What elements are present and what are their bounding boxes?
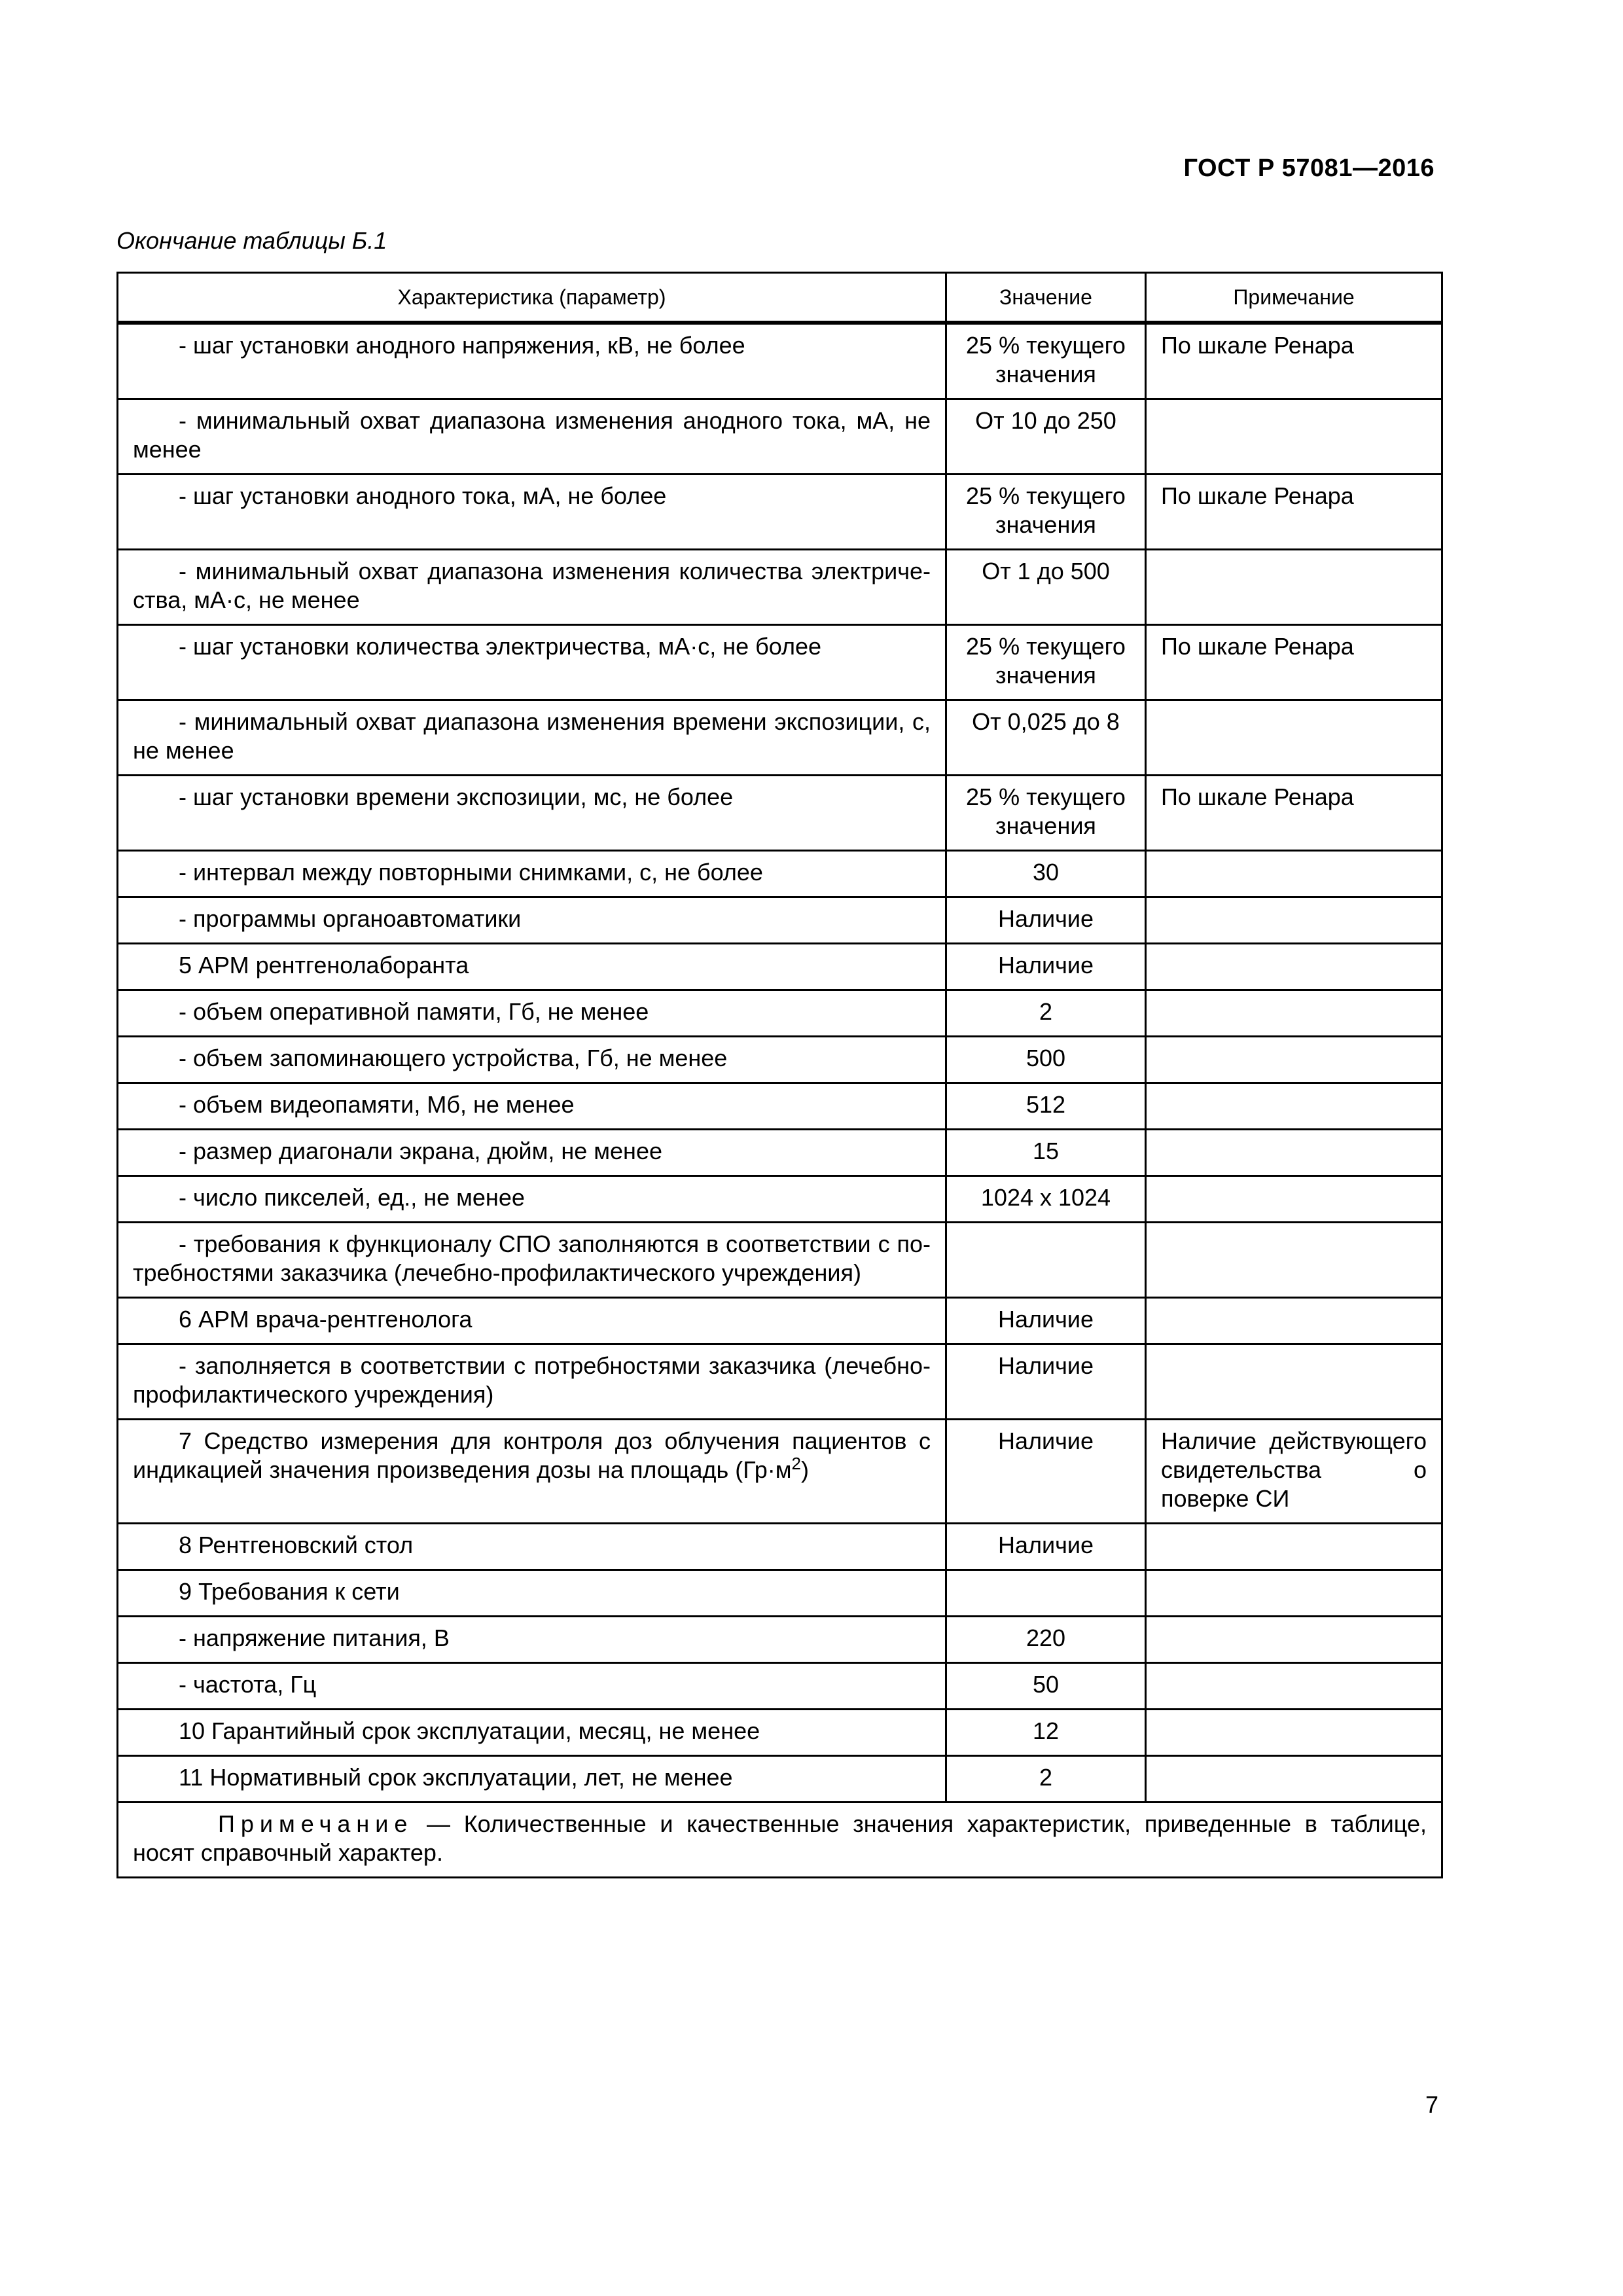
note-cell xyxy=(1146,700,1442,776)
table-row xyxy=(118,1420,1442,1524)
table-row xyxy=(118,897,1442,944)
note-cell xyxy=(1146,851,1442,897)
note-cell xyxy=(1146,1756,1442,1803)
value-cell xyxy=(946,1570,1146,1617)
table-row xyxy=(118,475,1442,550)
table-row xyxy=(118,625,1442,700)
value-cell: От 0,025 до 8 xyxy=(946,700,1146,776)
value-cell xyxy=(946,1223,1146,1298)
table-row xyxy=(118,1710,1442,1756)
table-row xyxy=(118,776,1442,851)
note-cell xyxy=(1146,1344,1442,1420)
table-row xyxy=(118,1570,1442,1617)
table-row xyxy=(118,399,1442,475)
note-cell: Наличие действующего свидетельства о поверке СИ xyxy=(1146,1420,1442,1524)
table-row xyxy=(118,700,1442,776)
table-row xyxy=(118,1344,1442,1420)
param-cell: - заполняется в соответствии с потребностями заказчика (лечебно-профилактического учреждения) xyxy=(118,1344,946,1420)
table-row xyxy=(118,1037,1442,1083)
note-cell xyxy=(1146,1570,1442,1617)
param-cell: - минимальный охват диапазона изменения количества электричества, мА·с, не менее xyxy=(118,550,946,625)
note-cell xyxy=(1146,944,1442,990)
note-cell xyxy=(1146,1710,1442,1756)
value-cell: От 1 до 500 xyxy=(946,550,1146,625)
value-cell: Наличие xyxy=(946,897,1146,944)
value-cell: Наличие xyxy=(946,1298,1146,1344)
column-header-parameter: Характеристика (параметр) xyxy=(118,273,946,323)
superscript-exponent: 2 xyxy=(791,1454,801,1473)
param-cell: 9 Требования к сети xyxy=(118,1570,946,1617)
param-cell: - напряжение питания, В xyxy=(118,1617,946,1663)
spec-table xyxy=(116,272,1443,1878)
param-cell: - интервал между повторными снимками, с, не более xyxy=(118,851,946,897)
value-cell: 500 xyxy=(946,1037,1146,1083)
value-cell: Наличие xyxy=(946,1524,1146,1570)
value-cell: 2 xyxy=(946,990,1146,1037)
note-cell xyxy=(1146,1176,1442,1223)
table-row xyxy=(118,1223,1442,1298)
param-cell: - шаг установки количества электричества, мА·с, не более xyxy=(118,625,946,700)
param-cell: - число пикселей, ед., не менее xyxy=(118,1176,946,1223)
table-footnote-row xyxy=(118,1803,1442,1878)
value-cell: 15 xyxy=(946,1130,1146,1176)
note-cell xyxy=(1146,1617,1442,1663)
table-row xyxy=(118,1617,1442,1663)
param-text: 7 Средство измерения для контроля доз облучения пациентов с индикацией значения произведения дозы на площадь (Гр·м xyxy=(133,1427,931,1483)
param-cell: - частота, Гц xyxy=(118,1663,946,1710)
note-cell xyxy=(1146,1663,1442,1710)
param-cell: - объем оперативной памяти, Гб, не менее xyxy=(118,990,946,1037)
param-cell: - объем видеопамяти, Мб, не менее xyxy=(118,1083,946,1130)
footnote-text: — Количественные и качественные значения характеристик, приведенные в таблице, носят справочный характер. xyxy=(133,1810,1427,1866)
param-cell xyxy=(118,1420,946,1524)
note-cell xyxy=(1146,990,1442,1037)
value-cell: 30 xyxy=(946,851,1146,897)
table-row xyxy=(118,323,1442,399)
value-cell: Наличие xyxy=(946,1420,1146,1524)
value-cell: 2 xyxy=(946,1756,1146,1803)
value-cell: 25 % текущего значения xyxy=(946,776,1146,851)
document-code: ГОСТ Р 57081—2016 xyxy=(1183,154,1435,182)
page-number: 7 xyxy=(1425,2091,1438,2118)
value-cell: 512 xyxy=(946,1083,1146,1130)
param-cell: 8 Рентгеновский стол xyxy=(118,1524,946,1570)
table-footnote xyxy=(118,1803,1442,1878)
table-row xyxy=(118,1130,1442,1176)
note-cell xyxy=(1146,1223,1442,1298)
value-cell: 1024 x 1024 xyxy=(946,1176,1146,1223)
table-row xyxy=(118,550,1442,625)
table-row xyxy=(118,1298,1442,1344)
note-cell xyxy=(1146,897,1442,944)
table-row xyxy=(118,1756,1442,1803)
value-cell: От 10 до 250 xyxy=(946,399,1146,475)
note-cell xyxy=(1146,399,1442,475)
note-cell xyxy=(1146,1524,1442,1570)
param-cell: - объем запоминающего устройства, Гб, не менее xyxy=(118,1037,946,1083)
param-cell: - требования к функционалу СПО заполняются в соответствии с потребностями заказчика (лечебно-профилактического учреждения) xyxy=(118,1223,946,1298)
value-cell: 50 xyxy=(946,1663,1146,1710)
note-cell: По шкале Ренара xyxy=(1146,625,1442,700)
column-header-value: Значение xyxy=(946,273,1146,323)
value-cell: 25 % текущего значения xyxy=(946,625,1146,700)
footnote-label: Примечание xyxy=(218,1810,414,1837)
table-row xyxy=(118,1663,1442,1710)
value-cell: 25 % текущего значения xyxy=(946,323,1146,399)
table-row xyxy=(118,990,1442,1037)
note-cell xyxy=(1146,1037,1442,1083)
table-header-row xyxy=(118,273,1442,323)
param-cell: 5 АРМ рентгенолаборанта xyxy=(118,944,946,990)
param-cell: 10 Гарантийный срок эксплуатации, месяц, не менее xyxy=(118,1710,946,1756)
value-cell: Наличие xyxy=(946,944,1146,990)
value-cell: 12 xyxy=(946,1710,1146,1756)
table-caption: Окончание таблицы Б.1 xyxy=(116,227,387,254)
param-cell: 6 АРМ врача-рентгенолога xyxy=(118,1298,946,1344)
value-cell: 220 xyxy=(946,1617,1146,1663)
table-row xyxy=(118,1524,1442,1570)
table-row xyxy=(118,851,1442,897)
value-cell: Наличие xyxy=(946,1344,1146,1420)
param-cell: - шаг установки анодного напряжения, кВ, не более xyxy=(118,323,946,399)
note-cell: По шкале Ренара xyxy=(1146,323,1442,399)
param-cell: - шаг установки времени экспозиции, мс, не более xyxy=(118,776,946,851)
param-cell: - размер диагонали экрана, дюйм, не менее xyxy=(118,1130,946,1176)
param-cell: 11 Нормативный срок эксплуатации, лет, не менее xyxy=(118,1756,946,1803)
param-text-end: ) xyxy=(800,1456,809,1483)
column-header-note: Примечание xyxy=(1146,273,1442,323)
table-row xyxy=(118,1083,1442,1130)
param-cell: - минимальный охват диапазона изменения времени экспозиции, с, не менее xyxy=(118,700,946,776)
table-row xyxy=(118,944,1442,990)
note-cell: По шкале Ренара xyxy=(1146,776,1442,851)
note-cell: По шкале Ренара xyxy=(1146,475,1442,550)
note-cell xyxy=(1146,1130,1442,1176)
note-cell xyxy=(1146,1298,1442,1344)
param-cell: - шаг установки анодного тока, мА, не более xyxy=(118,475,946,550)
value-cell: 25 % текущего значения xyxy=(946,475,1146,550)
param-cell: - минимальный охват диапазона изменения анодного тока, мА, не менее xyxy=(118,399,946,475)
note-cell xyxy=(1146,550,1442,625)
note-cell xyxy=(1146,1083,1442,1130)
table-row xyxy=(118,1176,1442,1223)
param-cell: - программы органоавтоматики xyxy=(118,897,946,944)
